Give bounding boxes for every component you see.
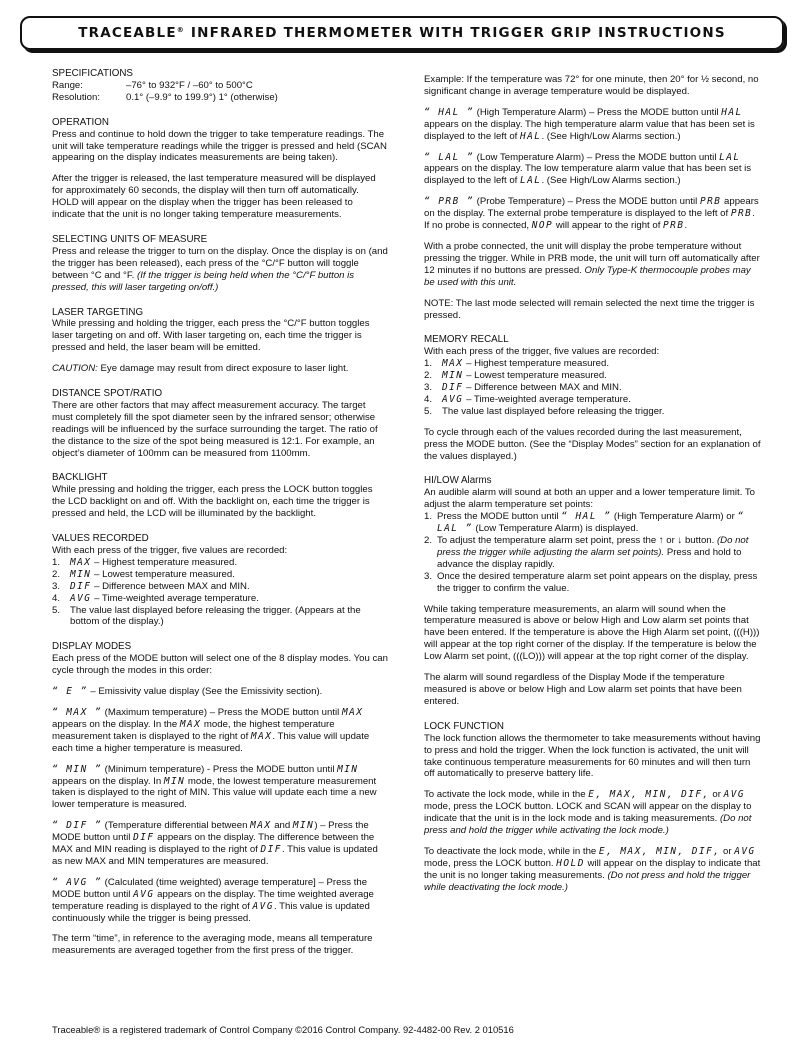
paragraph: The alarm will sound regardless of the Display Mode if the temperature measured is above or below High and Low alarm set points that have been entered.	[424, 672, 742, 707]
spec-range-row: Range: –76° to 932°F / –60° to 500°C	[52, 79, 253, 91]
paragraph: There are other factors that may affect measurement accuracy. The target must completely fill the spot diameter seen by the infrared sensor; otherwise readings will be influenced by the surface surrounding the target. The ratio of the distance to the size of the spot being measured is 12:1. For example, an object’s diameter of 100mm can be measured from 1100mm.	[52, 399, 378, 459]
lock-section	[424, 721, 762, 894]
list-intro: With each press of the trigger, five values are recorded:	[424, 346, 660, 358]
footer-text: Traceable® is a registered trademark of Control Company ©2016 Control Company. 92-4482-00 Rev. 2 010516	[52, 1024, 514, 1035]
section-heading: DISTANCE SPOT/RATIO	[52, 388, 163, 400]
operation-section	[52, 117, 388, 221]
mode-lal: “ LAL ” (Low Temperature Alarm) – Press the MODE button until LAL appears on the display. The low temperature alarm value that has been set is displayed to the left of LAL. (See High/Low Alarms section.)	[424, 151, 752, 187]
mode-avg: “ AVG ” (Calculated (time weighted) average temperature] – Press the MODE button until AVG appears on the display. The time weighted average temperature reading is displayed to the right of AVG. This value is updated continuously while the trigger is being pressed.	[52, 876, 374, 924]
display-modes-section	[52, 641, 388, 957]
list-item: 3. DIF – Difference between MAX and MIN.	[52, 580, 250, 592]
memory-list	[424, 358, 762, 418]
paragraph: After the trigger is released, the last temperature measured will be displayed for approximately 60 seconds, the display will then turn off automatically. HOLD will appear on the display when the trigger has been released to indicate that the unit is no longer taking temperature measurements.	[52, 173, 376, 221]
section-heading: LOCK FUNCTION	[424, 720, 505, 732]
list-item: 5. The value last displayed before releasing the trigger.	[424, 405, 665, 417]
section-heading: HI/LOW Alarms	[424, 475, 492, 487]
laser-section	[52, 307, 388, 376]
paragraph: The lock function allows the thermometer to take measurements without having to press and hold the trigger. When the lock function is activated, the unit will take continuous temperature measurements for 60 minutes and will then turn off automatically to preserve battery life.	[424, 732, 761, 780]
specifications-section	[52, 68, 388, 104]
section-heading: BACKLIGHT	[52, 472, 108, 484]
paragraph: To deactivate the lock mode, while in the E, MAX, MIN, DIF, or AVG mode, press the LOCK button. HOLD will appear on the display to indicate that the unit is no longer taking measurements. (Do not press and hold the trigger while deactivating the lock mode.)	[424, 845, 761, 893]
title-banner	[20, 16, 784, 50]
list-item: 5. The value last displayed before releasing the trigger. (Appears at the bottom of the display.)	[52, 604, 361, 628]
section-heading: SPECIFICATIONS	[52, 68, 133, 79]
mode-e: “ E ” – Emissivity value display (See the Emissivity section).	[52, 686, 323, 698]
right-column	[424, 74, 762, 894]
list-item: 2. To adjust the temperature alarm set point, press the ↑ or ↓ button. (Do not press the trigger while adjusting the alarm set points). Press and hold to advance the display rapidly.	[424, 535, 749, 570]
list-item: 2. MIN – Lowest temperature measured.	[52, 568, 235, 580]
paragraph: To cycle through each of the values recorded during the last measurement, press the MODE button. (See the “Display Modes” section for an explanation of the values displayed.)	[424, 426, 761, 462]
paragraph: The term “time”, in reference to the averaging mode, means all temperature measurements are averaged together from the first press of the trigger.	[52, 933, 373, 957]
section-heading: LASER TARGETING	[52, 306, 144, 318]
paragraph: Press and continue to hold down the trigger to take temperature readings. The unit will take temperature readings while the trigger is pressed and held (SCAN appearing on the display indicates measurements are being taken).	[52, 128, 387, 164]
paragraph: While taking temperature measurements, an alarm will sound when the temperature measured is above or below High and Low alarm set points that have been entered. If the temperature is above the High Alarm set point, (((H))) will appear at the top right corner of the display. If the temperature is below the Low Alarm set point, (((LO))) will appear at the top right corner of the display.	[424, 603, 760, 663]
spec-resolution-row: Resolution: 0.1° (–9.9° to 199.9°) 1° (otherwise)	[52, 91, 278, 103]
backlight-section	[52, 472, 388, 520]
mode-hal: “ HAL ” (High Temperature Alarm) – Press the MODE button until HAL appears on the display. The high temperature alarm value that has been set is displayed to the left of HAL. (See High/Low Alarms section.)	[424, 106, 755, 142]
paragraph: Example: If the temperature was 72° for one minute, then 20° for ½ second, no significant change in average temperature would be displayed.	[424, 74, 759, 97]
caution-note: CAUTION: Eye damage may result from direct exposure to laser light.	[52, 363, 349, 375]
note: NOTE: The last mode selected will remain selected the next time the trigger is pressed.	[424, 297, 755, 321]
page-title: TRACEABLE® INFRARED THERMOMETER WITH TRIGGER GRIP INSTRUCTIONS	[78, 25, 726, 41]
paragraph: To activate the lock mode, while in the E, MAX, MIN, DIF, or AVG mode, press the LOCK button. LOCK and SCAN will appear on the display to indicate that the unit is in the lock mode and is taking measurements. (Do not press and hold the trigger while activating the lock mode.)	[424, 789, 752, 837]
paragraph: While pressing and holding the trigger, each press the °C/°F button toggles laser targeting on and off. With laser targeting on, each time the trigger is pressed and held, the laser beam will be emitted.	[52, 318, 370, 354]
distance-section	[52, 388, 388, 459]
values-list	[52, 557, 388, 628]
paragraph: Press and release the trigger to turn on the display. Once the display is on (and the trigger has been released), each press of the °C/°F button will toggle between °C and °F. (If the trigger is being held when the °C/°F button is pressed, this will laser targeting on/off.)	[52, 245, 388, 293]
mode-min: “ MIN ” (Minimum temperature) - Press the MODE button until MIN appears on the display. In MIN mode, the lowest temperature measurement taken is displayed to the right of MIN. This value will update each time a new lower temperature is measured.	[52, 763, 377, 811]
alarms-section	[424, 475, 762, 707]
left-column	[52, 68, 388, 957]
section-heading: VALUES RECORDED	[52, 533, 149, 545]
values-section	[52, 533, 388, 628]
list-item: 1. MAX – Highest temperature measured.	[424, 358, 610, 370]
memory-section	[424, 334, 762, 462]
list-intro: With each press of the trigger, five values are recorded:	[52, 545, 288, 556]
list-item: 1. Press the MODE button until “ HAL ” (High Temperature Alarm) or “ LAL ” (Low Temperature Alarm) is displayed.	[424, 511, 745, 535]
section-heading: MEMORY RECALL	[424, 334, 509, 346]
section-heading: OPERATION	[52, 116, 109, 128]
section-heading: DISPLAY MODES	[52, 641, 132, 653]
mode-max: “ MAX ” (Maximum temperature) – Press the MODE button until MAX appears on the display. In the MAX mode, the highest temperature measurement taken is displayed to the right of MAX. This value will update each time a higher temperature is measured.	[52, 706, 370, 754]
list-item: 2. MIN – Lowest temperature measured.	[424, 370, 607, 382]
list-item: 1. MAX – Highest temperature measured.	[52, 556, 238, 568]
paragraph: An audible alarm will sound at both an upper and a lower temperature limit. To adjust the alarm temperature set points:	[424, 487, 755, 511]
units-section	[52, 234, 388, 294]
list-item: 3. DIF – Difference between MAX and MIN.	[424, 382, 622, 394]
section-heading: SELECTING UNITS OF MEASURE	[52, 233, 208, 245]
paragraph: With a probe connected, the unit will display the probe temperature without pressing the trigger. While in PRB mode, the unit will turn off automatically after 12 minutes if no buttons are pressed. Only Type-K thermocouple probes may be used with this unit.	[424, 240, 760, 288]
paragraph: While pressing and holding the trigger, each press the LOCK button toggles the LCD backlight on and off. With the backlight on, each time the trigger is pressed and held, the LCD will be illuminated by the backlight.	[52, 484, 373, 520]
paragraph: Each press of the MODE button will select one of the 8 display modes. You can cycle through the modes in this order:	[52, 653, 388, 677]
mode-prb: “ PRB ” (Probe Temperature) – Press the MODE button until PRB appears on the display. The external probe temperature is displayed to the left of PRB. If no probe is connected, NOP will appear to the right of PRB.	[424, 196, 759, 232]
mode-dif: “ DIF ” (Temperature differential between MAX and MIN) – Press the MODE button until DIF appears on the display. The difference between the MAX and MIN reading is displayed to the right of DIF. This value is updated as new MAX and MIN temperatures are measured.	[52, 820, 378, 867]
list-item: 3. Once the desired temperature alarm set point appears on the display, press the trigger to confirm the value.	[424, 570, 758, 594]
list-item: 4. AVG – Time-weighted average temperature.	[424, 393, 631, 405]
alarm-steps	[424, 511, 762, 594]
list-item: 4. AVG – Time-weighted average temperature.	[52, 592, 259, 604]
